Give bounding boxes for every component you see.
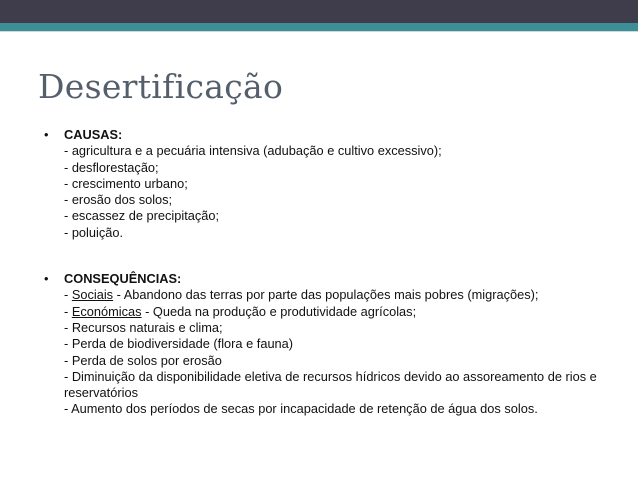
consequencias-heading-text: CONSEQUÊNCIAS: <box>64 271 182 287</box>
item-prefix: - <box>64 303 72 319</box>
list-item: - Aumento dos períodos de secas por incapacidade de retenção de água dos solos. <box>64 401 538 417</box>
causas-heading <box>44 127 624 143</box>
bullet-icon: • <box>44 271 49 287</box>
bullet-icon: • <box>44 127 49 142</box>
list-item: - Perda de solos por erosão <box>64 352 222 368</box>
causas-heading-text: CAUSAS: <box>64 127 123 142</box>
list-item: - crescimento urbano; <box>64 175 188 191</box>
economicas-text: - Queda na produção e produtividade agrícolas; <box>141 303 417 319</box>
economicas-term: Económicas <box>71 303 142 319</box>
header-bar-accent <box>0 23 638 31</box>
causas-section <box>44 127 624 241</box>
slide-content <box>44 127 624 418</box>
item-prefix: - <box>64 287 72 303</box>
header-bar-dark <box>0 0 638 23</box>
list-item: - erosão dos solos; <box>64 192 173 208</box>
list-item: - poluição. <box>64 224 124 240</box>
list-item: - desflorestação; <box>64 159 159 175</box>
list-item: - Perda de biodiversidade (flora e fauna) <box>64 336 294 352</box>
list-item: - Recursos naturais e clima; <box>64 319 223 335</box>
consequencias-section <box>44 271 624 418</box>
list-item: - escassez de precipitação; <box>64 208 220 224</box>
list-item-sociais <box>44 287 624 303</box>
list-item: - agricultura e a pecuária intensiva (adubação e cultivo excessivo); <box>64 143 442 159</box>
sociais-term: Sociais <box>71 287 114 303</box>
sociais-text: - Abandono das terras por parte das populações mais pobres (migrações); <box>113 287 539 303</box>
slide-title: Desertificação <box>38 67 284 106</box>
list-item-economicas <box>44 304 624 320</box>
consequencias-heading <box>44 271 624 287</box>
list-item: - Diminuição da disponibilidade eletiva de recursos hídricos devido ao assoreamento de rios e reservatórios <box>64 368 597 401</box>
header-divider <box>0 31 638 32</box>
